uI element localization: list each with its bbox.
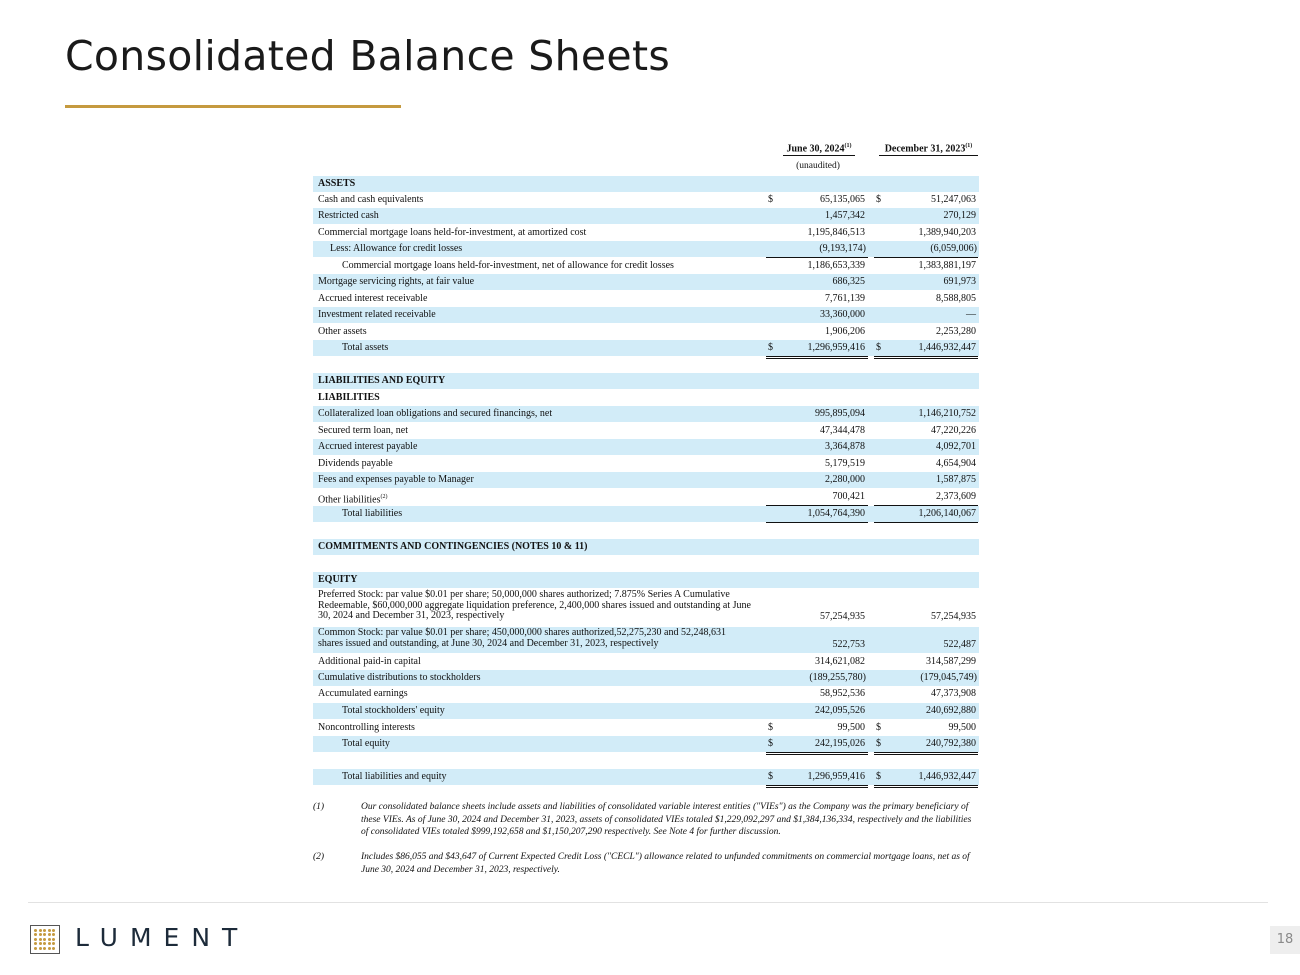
value-2024: 5,179,519 — [825, 458, 865, 469]
value-2023: (6,059,006) — [930, 243, 977, 254]
total-double-rule — [874, 754, 978, 755]
dollar-sign: $ — [876, 722, 881, 733]
row-label: Total liabilities — [342, 508, 403, 519]
footnote-text: Includes $86,055 and $43,647 of Current Expected Credit Loss ("CECL") allowance related to unfunded commitments on commercial mortgage loans, net as of June 30, 2024 and December 31, 2023, respectively. — [361, 852, 970, 875]
footer-divider — [28, 902, 1268, 903]
table-row — [313, 654, 979, 670]
table-row — [313, 307, 979, 323]
section-label: COMMITMENTS AND CONTINGENCIES (NOTES 10 & 11) — [318, 541, 588, 552]
total-rule — [874, 522, 978, 523]
total-double-rule — [766, 754, 868, 755]
col1-unaudited: (unaudited) — [796, 161, 840, 171]
table-row — [313, 258, 979, 274]
table-row — [313, 241, 979, 257]
value-2023: 314,587,299 — [926, 656, 976, 667]
value-2023: 1,389,940,203 — [918, 227, 976, 238]
value-2024: 57,254,935 — [820, 611, 865, 622]
col2-header — [879, 143, 978, 156]
section-label: LIABILITIES — [318, 392, 380, 403]
col2-label: December 31, 2023 — [884, 143, 966, 155]
value-2023: 4,092,701 — [936, 441, 976, 452]
value-2023: 57,254,935 — [931, 611, 976, 622]
table-row — [313, 423, 979, 439]
value-2023: 47,373,908 — [931, 688, 976, 699]
row-label: Investment related receivable — [318, 309, 436, 320]
total-row — [313, 506, 979, 522]
table-row — [313, 720, 979, 736]
value-2023: 1,206,140,067 — [918, 508, 976, 519]
value-2023: 522,487 — [943, 639, 976, 650]
value-2024: (9,193,174) — [819, 243, 866, 254]
dollar-sign: $ — [768, 771, 773, 782]
value-2024: 58,952,536 — [820, 688, 865, 699]
value-2024: 1,457,342 — [825, 210, 865, 221]
section-label: EQUITY — [318, 574, 358, 585]
value-2024: 7,761,139 — [825, 293, 865, 304]
table-row — [313, 472, 979, 488]
col1-header — [783, 143, 855, 156]
value-2023: 270,129 — [943, 210, 976, 221]
row-label: Total equity — [342, 738, 390, 749]
value-2024: 3,364,878 — [825, 441, 865, 452]
value-2023: 2,373,609 — [936, 491, 976, 502]
total-row — [313, 736, 979, 752]
value-2023: 8,588,805 — [936, 293, 976, 304]
value-2024: 242,195,026 — [815, 738, 865, 749]
value-2024: 242,095,526 — [815, 705, 865, 716]
row-label: Mortgage servicing rights, at fair value — [318, 276, 475, 287]
value-2024: 33,360,000 — [820, 309, 865, 320]
table-row — [313, 225, 979, 241]
row-label: Commercial mortgage loans held-for-investment, net of allowance for credit losses — [342, 260, 674, 271]
col1-sup: (1) — [844, 143, 852, 149]
table-row — [313, 274, 979, 290]
page-title: Consolidated Balance Sheets — [65, 32, 670, 80]
row-label: Cumulative distributions to stockholders — [318, 672, 481, 683]
dollar-sign: $ — [768, 722, 773, 733]
row-label: Common Stock: par value $0.01 per share; 450,000,000 shares authorized,52,275,230 and 52,248,631 shares issued and outstanding, at June 30, 2024 and December 31, 2023, respectively — [318, 627, 726, 649]
table-row — [313, 324, 979, 340]
row-label: Other assets — [318, 326, 367, 337]
total-double-rule — [874, 752, 978, 753]
value-2023: (179,045,749) — [920, 672, 977, 683]
value-2023: 240,792,380 — [926, 738, 976, 749]
section-liabilities — [313, 390, 979, 406]
value-2024: 700,421 — [832, 491, 865, 502]
section-assets — [313, 176, 979, 192]
table-row — [313, 670, 979, 686]
value-2024: 1,296,959,416 — [807, 771, 865, 782]
page-number: 18 — [1270, 926, 1300, 954]
value-2024: 686,325 — [832, 276, 865, 287]
total-double-rule — [766, 752, 868, 753]
table-row — [313, 208, 979, 224]
total-row — [313, 703, 979, 719]
value-2023: 47,220,226 — [931, 425, 976, 436]
footnote-ref: (2) — [380, 494, 388, 500]
row-label: Total stockholders' equity — [342, 705, 445, 716]
total-double-rule — [766, 358, 868, 359]
value-2023: 1,446,932,447 — [918, 342, 976, 353]
total-double-rule — [766, 787, 868, 788]
dollar-sign: $ — [876, 342, 881, 353]
row-label: Collateralized loan obligations and secured financings, net — [318, 408, 553, 419]
brand-wordmark: LUMENT — [75, 923, 250, 952]
col1-label: June 30, 2024 — [786, 143, 845, 155]
footnote-1 — [313, 801, 983, 841]
row-label: Accumulated earnings — [318, 688, 408, 699]
value-2023: 1,446,932,447 — [918, 771, 976, 782]
table-row — [313, 686, 979, 702]
value-2024: 65,135,065 — [820, 194, 865, 205]
table-row — [313, 456, 979, 472]
footnote-number: (1) — [313, 802, 325, 812]
total-double-rule — [766, 356, 868, 357]
section-liabilities-equity — [313, 373, 979, 389]
title-underline — [65, 105, 401, 108]
value-2024: 1,195,846,513 — [807, 227, 865, 238]
value-2023: 1,146,210,752 — [918, 408, 976, 419]
row-label: Accrued interest receivable — [318, 293, 428, 304]
footnote-text: Our consolidated balance sheets include assets and liabilities of consolidated variable interest entities ("VIEs") as the Company was the primary beneficiary of these VIEs. As of June 30, 2024 and December 31, 2023, assets of consolidated VIEs totaled $1,229,092,297 and $1,384,136,334, respectively and the liabilities of consolidated VIEs totaled $999,192,658 and $1,150,207,290 respectively. See Note 4 for further discussion. — [361, 802, 972, 837]
row-label: Dividends payable — [318, 458, 393, 469]
value-2024: 1,906,206 — [825, 326, 865, 337]
dollar-sign: $ — [876, 771, 881, 782]
row-label: Fees and expenses payable to Manager — [318, 474, 474, 485]
table-row — [313, 406, 979, 422]
value-2023: 1,383,881,197 — [918, 260, 976, 271]
dollar-sign: $ — [768, 342, 773, 353]
table-row — [313, 291, 979, 307]
row-label: Secured term loan, net — [318, 425, 408, 436]
footnote-2 — [313, 851, 983, 879]
section-equity — [313, 572, 979, 588]
row-label: Restricted cash — [318, 210, 379, 221]
value-2024: 1,054,764,390 — [807, 508, 865, 519]
total-double-rule — [874, 785, 978, 786]
total-rule — [766, 522, 868, 523]
dollar-sign: $ — [768, 738, 773, 749]
total-row — [313, 340, 979, 356]
value-2023: 691,973 — [943, 276, 976, 287]
value-2024: 314,621,082 — [815, 656, 865, 667]
table-row — [313, 627, 979, 653]
value-2024: 995,895,094 — [815, 408, 865, 419]
value-2024: 47,344,478 — [820, 425, 865, 436]
value-2023: — — [966, 309, 976, 320]
row-label: Commercial mortgage loans held-for-investment, at amortized cost — [318, 227, 587, 238]
footnote-number: (2) — [313, 852, 325, 862]
section-label: LIABILITIES AND EQUITY — [318, 375, 446, 386]
value-2023: 4,654,904 — [936, 458, 976, 469]
dollar-sign: $ — [876, 738, 881, 749]
table-row — [313, 192, 979, 208]
row-label: Additional paid-in capital — [318, 656, 421, 667]
total-double-rule — [874, 358, 978, 359]
value-2024: 1,296,959,416 — [807, 342, 865, 353]
value-2023: 2,253,280 — [936, 326, 976, 337]
value-2024: 1,186,653,339 — [807, 260, 865, 271]
section-label: ASSETS — [318, 178, 356, 189]
row-label: Total liabilities and equity — [342, 771, 447, 782]
value-2023: 51,247,063 — [931, 194, 976, 205]
table-row — [313, 589, 979, 625]
row-label: Less: Allowance for credit losses — [330, 243, 463, 254]
dollar-sign: $ — [876, 194, 881, 205]
lument-grid-logo-icon — [30, 925, 60, 954]
row-label: Preferred Stock: par value $0.01 per share; 50,000,000 shares authorized; 7.875% Series A Cumulative Redeemable, $60,000,000 aggregate liquidation preference, 2,400,000 shares issued and outstanding at June 30, 2024 and December 31, 2023, respectively — [318, 589, 751, 621]
value-2024: 522,753 — [832, 639, 865, 650]
row-label: Accrued interest payable — [318, 441, 418, 452]
row-label: Total assets — [342, 342, 389, 353]
row-label: Noncontrolling interests — [318, 722, 415, 733]
total-double-rule — [874, 787, 978, 788]
col2-sup: (1) — [965, 143, 973, 149]
row-label: Cash and cash equivalents — [318, 194, 424, 205]
value-2023: 1,587,875 — [936, 474, 976, 485]
value-2023: 99,500 — [948, 722, 976, 733]
value-2024: 2,280,000 — [825, 474, 865, 485]
total-double-rule — [766, 785, 868, 786]
section-commitments — [313, 539, 979, 555]
value-2024: 99,500 — [837, 722, 865, 733]
dollar-sign: $ — [768, 194, 773, 205]
value-2023: 240,692,880 — [926, 705, 976, 716]
grand-total-row — [313, 769, 979, 785]
value-2024: (189,255,780) — [809, 672, 866, 683]
table-row — [313, 439, 979, 455]
table-row — [313, 489, 979, 505]
row-label-text: Other liabilities — [318, 494, 381, 506]
total-double-rule — [874, 356, 978, 357]
